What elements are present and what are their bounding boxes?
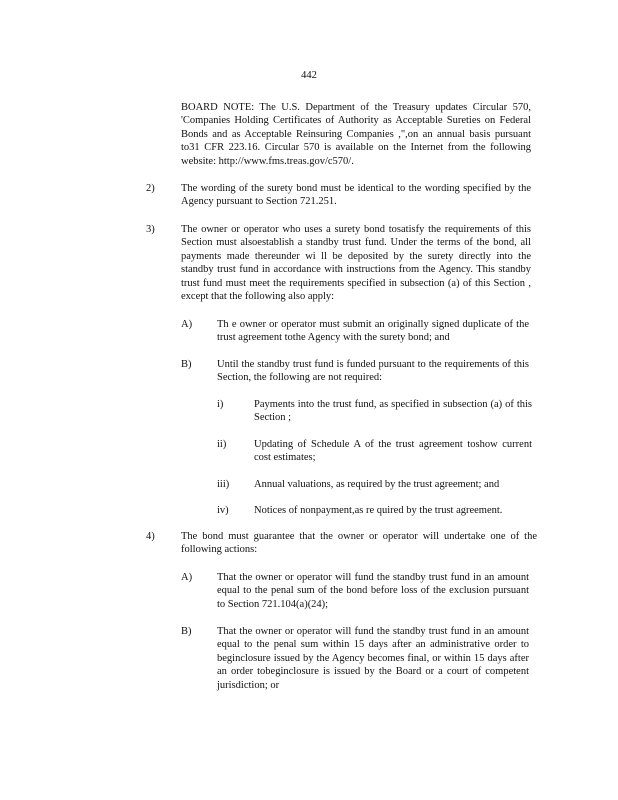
item-4-text: The bond must guarantee that the owner or operator will undertake one of the following actions: — [181, 531, 537, 556]
item-3b-iii-text: Annual valuations, as required by the trust agreement; and — [254, 479, 500, 490]
item-4a-label: A) — [181, 572, 193, 583]
item-3b-i-text: Payments into the trust fund, as specified in subsection (a) of this Section ; — [254, 399, 532, 424]
item-3b-ii-label: ii) — [217, 439, 227, 450]
item-3b-iv-label: iv) — [217, 505, 229, 516]
board-note: BOARD NOTE: The U.S. Department of the Treasury updates Circular 570, 'Companies Holding Certificates of Authority as Acceptable Sureties on Federal Bonds and as Acceptable Reinsuring Companies ,",on an annual basis pursuant to31 CFR 223.16. Circular 570 is available on the Internet from the following website: http://www.fms.treas.gov/c570/. — [181, 102, 531, 167]
item-4-label: 4) — [146, 531, 155, 542]
item-3-label: 3) — [146, 224, 155, 235]
item-3a-label: A) — [181, 319, 193, 330]
item-3b-iv-text: Notices of nonpayment,as re quired by the trust agreement. — [254, 505, 503, 516]
item-4a-text: That the owner or operator will fund the standby trust fund in an amount equal to the penal sum of the bond before loss of the exclusion pursuant to Section 721.104(a)(24); — [217, 572, 529, 610]
item-3b-label: B) — [181, 359, 192, 370]
item-4b-label: B) — [181, 626, 192, 637]
item-3b-ii-text: Updating of Schedule A of the trust agreement toshow current cost estimates; — [254, 439, 532, 464]
item-2-text: The wording of the surety bond must be identical to the wording specified by the Agency pursuant to Section 721.251. — [181, 183, 531, 208]
item-3b-iii-label: iii) — [217, 479, 230, 490]
item-4b-text: That the owner or operator will fund the standby trust fund in an amount equal to the penal sum within 15 days after an administrative order to beginclosure issued by the Agency becomes final, or within 15 days after an order tobeginclosure is issued by the Board or a court of competent jurisdiction; or — [217, 626, 529, 691]
page-number: 442 — [301, 70, 317, 81]
item-2-label: 2) — [146, 183, 155, 194]
item-3b-i-label: i) — [217, 399, 224, 410]
item-3a-text: Th e owner or operator must submit an originally signed duplicate of the trust agreement tothe Agency with the surety bond; and — [217, 319, 529, 344]
item-3-text: The owner or operator who uses a surety bond tosatisfy the requirements of this Section must alsoestablish a standby trust fund. Under the terms of the bond, all payments made thereunder wi ll be deposited by the surety directly into the standby trust fund in accordance with instructions from the Agency. This standby trust fund must meet the requirements specified in subsection (a) of this Section , except that the following also apply: — [181, 224, 531, 303]
item-3b-text: Until the standby trust fund is funded pursuant to the requirements of this Section, the following are not required: — [217, 359, 529, 384]
